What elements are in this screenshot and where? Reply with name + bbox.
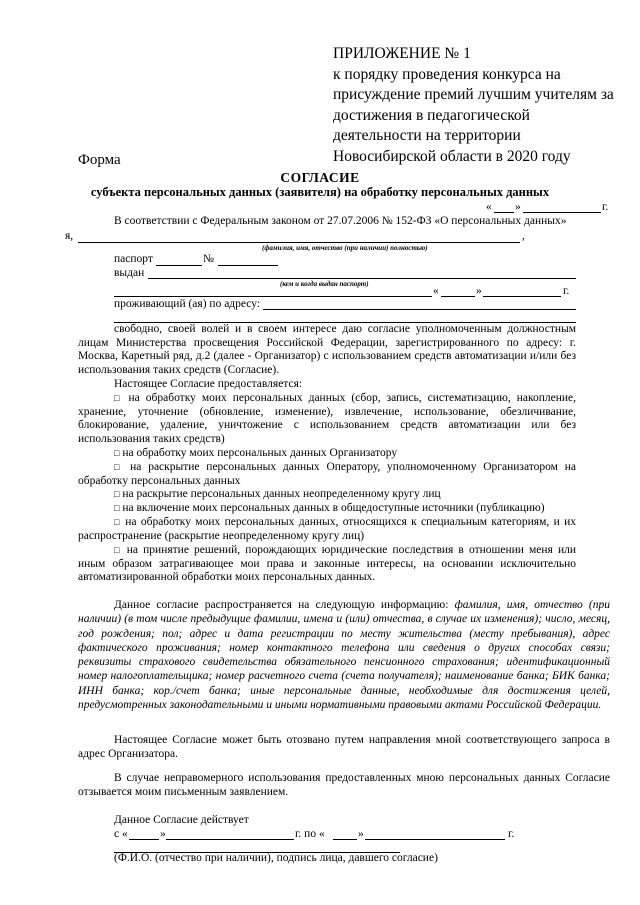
valid-from-month-field[interactable]: [166, 839, 294, 840]
appendix-line: достижения в педагогической: [333, 106, 530, 124]
provided-label: Настоящее Согласие предоставляется:: [114, 378, 303, 390]
valid-from-close-quote: »: [160, 828, 166, 840]
consent-item: [78, 392, 576, 447]
item-text: на обработку моих персональных данных (сбор, запись, систематизацию, накопление, хранение, уточнение (обновление, изменение), извлечение, использование, обезличивание, блокирование, удаление, уничтожение с использованием средств автоматизации или без использования таких средств): [78, 392, 576, 446]
issued-month-field[interactable]: [483, 296, 561, 297]
info-paragraph: [78, 598, 610, 712]
consent-item: [78, 502, 576, 516]
appendix-line: Новосибирской области в 2020 году: [333, 147, 571, 165]
form-label: Форма: [78, 152, 121, 168]
date-year-suffix: г.: [602, 201, 609, 213]
checkbox-icon[interactable]: □: [114, 393, 123, 403]
appendix-line: к порядку проведения конкурса на: [333, 65, 561, 83]
consent-item: [78, 461, 576, 488]
valid-label: Данное Согласие действует: [114, 814, 249, 826]
checkbox-icon[interactable]: □: [114, 503, 120, 513]
passport-label: паспорт: [114, 253, 153, 265]
valid-to-month-field[interactable]: [365, 839, 505, 840]
date-day-field[interactable]: [494, 212, 514, 213]
appendix-title: ПРИЛОЖЕНИЕ № 1: [333, 45, 471, 62]
consent-item: [78, 544, 576, 585]
issued-day-field[interactable]: [441, 296, 475, 297]
passport-number-field[interactable]: [218, 265, 278, 266]
valid-to-year-suffix: г.: [508, 828, 515, 840]
item-text: на раскрытие персональных данных неопределенному кругу лиц: [122, 488, 441, 500]
address-field[interactable]: [263, 309, 576, 310]
checkbox-icon[interactable]: □: [114, 448, 120, 458]
fullname-field[interactable]: [78, 242, 520, 243]
passport-series-field[interactable]: [156, 265, 202, 266]
issued-by-field[interactable]: [148, 278, 576, 279]
valid-from-day-field[interactable]: [129, 839, 159, 840]
document-subtitle: субъекта персональных данных (заявителя) на обработку персональных данных: [90, 185, 550, 199]
consent-item: [78, 516, 576, 543]
checkbox-icon[interactable]: □: [114, 517, 121, 527]
info-intro: Данное согласие распространяется на следующую информацию:: [114, 599, 449, 611]
revoke-paragraph: Настоящее Согласие может быть отозвано путем направления мной соответствующего запроса в адрес Организатора.: [78, 734, 610, 760]
misuse-paragraph: В случае неправомерного использования предоставленных мною персональных данных Согласие отзывается моим письменным заявлением.: [78, 772, 610, 798]
item-text: на обработку моих персональных данных, относящихся к специальным категориям, и их распространение (раскрытие неопределенному кругу лиц): [78, 516, 576, 542]
issued-label: выдан: [114, 267, 145, 279]
valid-from-prefix: с «: [114, 828, 128, 840]
ya-end: ,: [522, 230, 525, 242]
signature-caption: (Ф.И.О. (отчество при наличии), подпись лица, давшего согласие): [114, 852, 438, 864]
item-text: на включение моих персональных данных в общедоступные источники (публикацию): [122, 502, 545, 514]
consent-paragraph: свободно, своей волей и в своем интересе даю согласие уполномоченным должностным лицам Министерства просвещения Российской Федерации, зарегистрированного по адресу: г. Москва, Каретный ряд, д.2 (далее - Организатор) с использованием средств автоматизации и/или без использования таких средств (Согласие).: [78, 323, 576, 377]
issued-date-open-quote: «: [433, 285, 439, 297]
consent-item: [78, 447, 576, 461]
issued-year-suffix: г.: [563, 285, 570, 297]
issued-date-close-quote: »: [476, 285, 482, 297]
item-text: на принятие решений, порождающих юридические последствия в отношении меня или иным образом затрагивающее мои права и законные интересы, на основании исключительно автоматизированной обработки моих персональных данных.: [78, 544, 577, 584]
appendix-block: [333, 44, 633, 167]
checkbox-icon[interactable]: □: [114, 545, 122, 555]
passport-number-label: №: [203, 253, 214, 265]
checkbox-icon[interactable]: □: [114, 462, 124, 472]
valid-to-prefix: г. по «: [295, 828, 325, 840]
date-open-quote: «: [486, 201, 492, 213]
appendix-line: присуждение премий лучшим учителям за: [333, 86, 614, 103]
appendix-line: деятельности на территории: [333, 127, 521, 144]
valid-to-day-field[interactable]: [333, 839, 357, 840]
issued-continuation-field[interactable]: [114, 296, 432, 297]
date-close-quote: »: [515, 201, 521, 213]
fullname-hint: (фамилия, имя, отчество (при наличии) полностью): [262, 244, 428, 252]
valid-to-close-quote: »: [358, 828, 364, 840]
ya-label: я,: [65, 230, 74, 242]
checkbox-icon[interactable]: □: [114, 489, 120, 499]
date-month-field[interactable]: [523, 212, 601, 213]
address-label: проживающий (ая) по адресу:: [114, 298, 261, 310]
consent-item: [78, 488, 576, 502]
item-text: на обработку моих персональных данных Организатору: [122, 447, 398, 459]
document-title: СОГЛАСИЕ: [280, 170, 360, 185]
info-list: фамилия, имя, отчество (при наличии) (в том числе предыдущие фамилии, имена и (или) отчества, в случае их изменения); число, месяц, год рождения; пол; адрес и дата регистрации по месту жительства (месту пребывания), адрес фактического проживания; номер контактного телефона или сведения о других способах связи; реквизиты страхового свидетельства обязательного пенсионного страхования; идентификационный номер налогоплательщика; номер расчетного счета (счета получателя); наименование банка; БИК банка; ИНН банка; кор./счет банка; иные персональные данные, необходимые для достижения целей, предусмотренных законодательными и иными нормативными правовыми актами Российской Федерации.: [78, 599, 611, 712]
law-reference: В соответствии с Федеральным законом от 27.07.2006 № 152-ФЗ «О персональных данных»: [114, 215, 567, 227]
issued-hint: (кем и когда выдан паспорт): [280, 280, 369, 288]
item-text: на раскрытие персональных данных Оператору, уполномоченному Организатором на обработку персональных данных: [78, 461, 577, 487]
